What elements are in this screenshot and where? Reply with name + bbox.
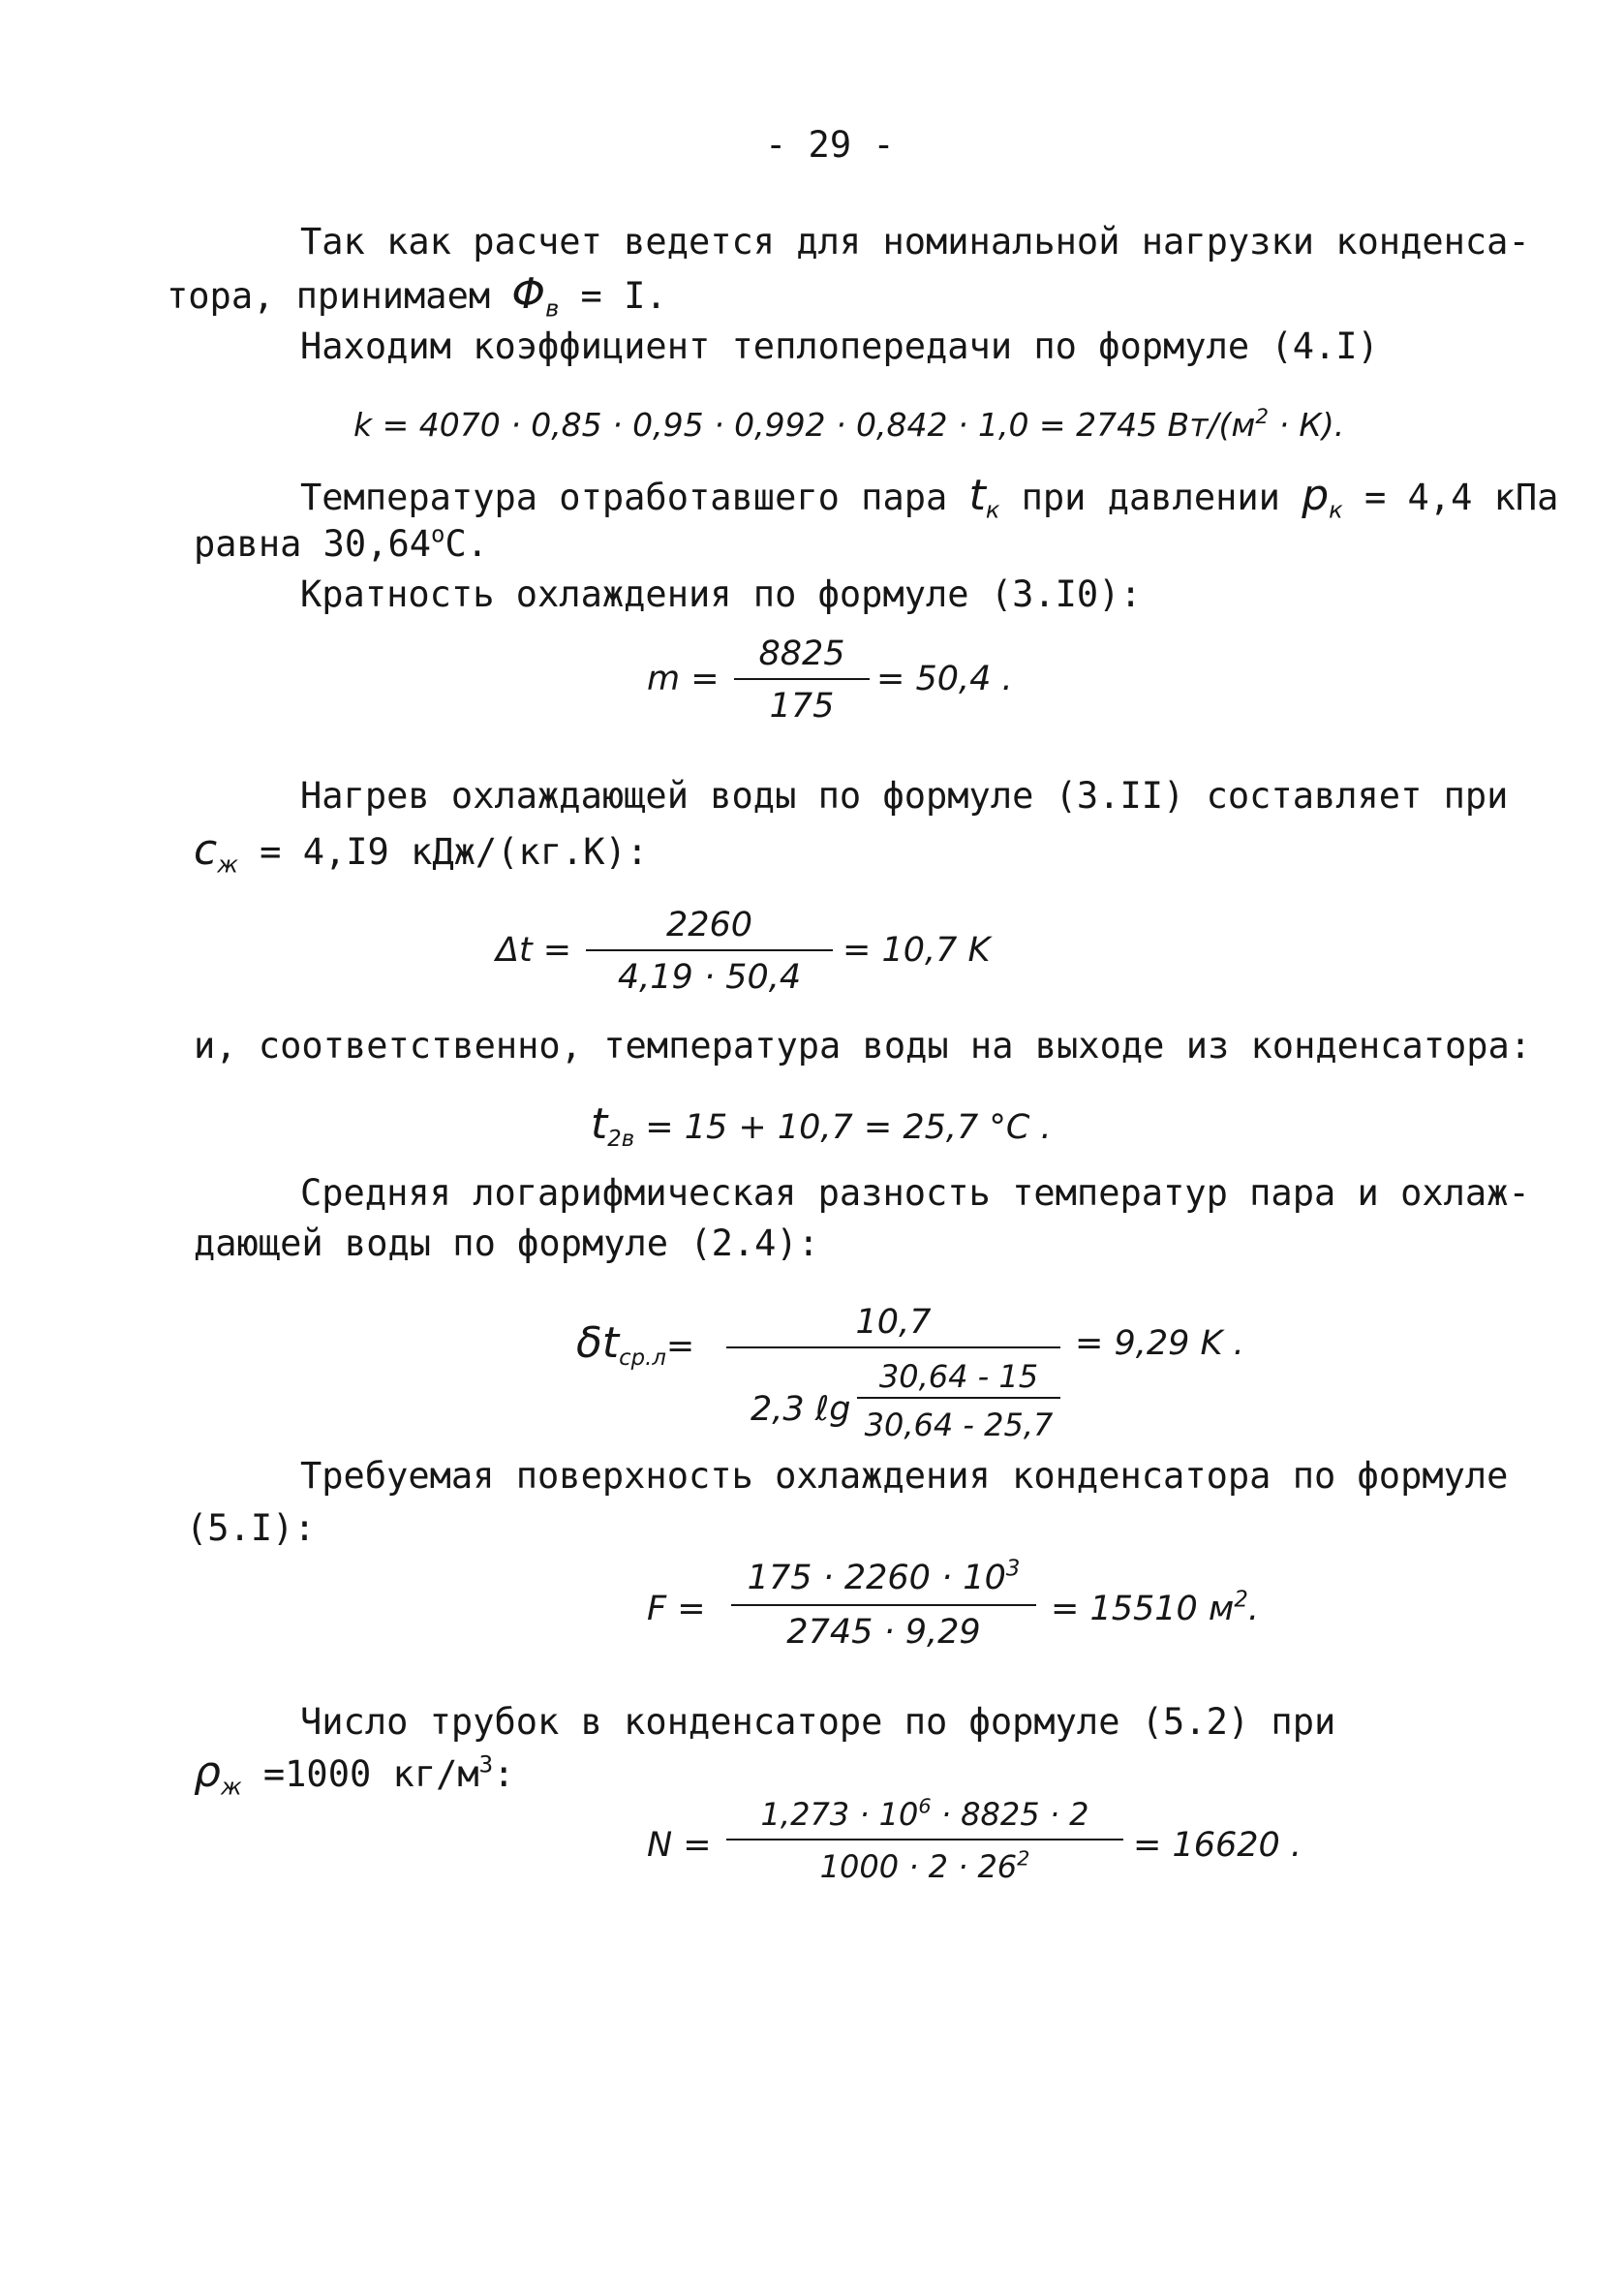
eq-F-numerator: $175 \cdot 2260 \cdot 10^3$ bbox=[747, 1556, 1021, 1597]
eq-dt-numerator: 2260 bbox=[665, 906, 753, 944]
eq-m-denominator: 175 bbox=[769, 687, 835, 726]
paragraph-1-line-2: тора, принимаем $\Phi_в = I$. bbox=[167, 269, 667, 323]
eq-delta-inner-numerator: 30,64 - 15 bbox=[878, 1358, 1039, 1395]
eq-F-fraction-bar bbox=[731, 1604, 1036, 1606]
eq-N-lhs: N = bbox=[647, 1826, 712, 1865]
equation-outlet-water-temperature: $t_{2в} = 15 + 10,7 = 25,7$ °С . bbox=[591, 1099, 1052, 1152]
phi-symbol: Φ bbox=[511, 269, 546, 319]
paragraph-9-line-2: $\rho_ж =1000$ $кг/м^3$: bbox=[194, 1748, 515, 1801]
eq-dt-fraction-bar bbox=[586, 949, 833, 951]
p-symbol: p bbox=[1302, 471, 1330, 520]
eq-delta-inner-fraction-bar bbox=[857, 1397, 1060, 1399]
eq-delta-lhs: $\delta t_{ср.л}=$ bbox=[576, 1318, 695, 1371]
eq-delta-inner-denominator: 30,64 - 25,7 bbox=[864, 1407, 1054, 1443]
paragraph-7-line-2: дающей воды по формуле (2.4): bbox=[194, 1222, 820, 1264]
eq-N-fraction-bar bbox=[726, 1839, 1123, 1840]
eq-F-rhs: = 15510 $м^2$. bbox=[1051, 1587, 1259, 1628]
paragraph-3-line-2: равна $30,64^оС$. bbox=[194, 520, 489, 565]
paragraph-7-line-1: Средняя логарифмическая разность температур пара и охлаж- bbox=[300, 1172, 1530, 1214]
eq-N-denominator: $1000 \cdot 2 \cdot 26^2$ bbox=[819, 1846, 1030, 1885]
t-symbol: t bbox=[968, 471, 986, 520]
paragraph-3-line-1: Температура отработавшего пара $t_к$ при давлении $p_к = 4,4$ кПа bbox=[300, 471, 1559, 524]
rho-symbol: ρ bbox=[194, 1748, 221, 1797]
eq-m-numerator: 8825 bbox=[758, 634, 845, 673]
paragraph-8-line-1: Требуемая поверхность охлаждения конденсатора по формуле bbox=[300, 1455, 1509, 1497]
eq-dt-denominator: 4,19 · 50,4 bbox=[617, 958, 802, 997]
eq-delta-log-prefix: 2,3 ℓg bbox=[751, 1390, 851, 1429]
page-number: - 29 - bbox=[765, 124, 895, 166]
eq-delta-main-fraction-bar bbox=[726, 1346, 1060, 1348]
eq-N-numerator: $1,273 \cdot 10^6 \cdot 8825 \cdot 2$ bbox=[760, 1794, 1089, 1833]
paragraph-9-line-1: Число трубок в конденсаторе по формуле (5.2) при bbox=[300, 1701, 1336, 1743]
eq-N-rhs: = 16620 . bbox=[1133, 1826, 1302, 1865]
eq-delta-numerator: 10,7 bbox=[855, 1303, 932, 1342]
eq-dt-rhs: = 10,7 K bbox=[843, 931, 991, 970]
c-symbol: c bbox=[194, 825, 218, 875]
eq-m-rhs: = 50,4 . bbox=[876, 660, 1013, 698]
paragraph-1-line-1: Так как расчет ведется для номинальной нагрузки конденса- bbox=[300, 221, 1530, 263]
paragraph-4: Кратность охлаждения по формуле (3.I0): bbox=[300, 573, 1142, 615]
eq-delta-rhs: = 9,29 K . bbox=[1075, 1324, 1244, 1363]
equation-heat-transfer-coefficient: k = 4070 · 0,85 · 0,95 · 0,992 · 0,842 · 1,0 = 2745 $Вт/(м^2 \cdot К)$. bbox=[353, 405, 1345, 444]
paragraph-8-line-2: (5.I): bbox=[186, 1507, 316, 1549]
eq-m-lhs: m = bbox=[647, 660, 720, 698]
eq-F-denominator: 2745 · 9,29 bbox=[786, 1613, 981, 1652]
eq-dt-lhs: Δt = bbox=[496, 931, 572, 970]
paragraph-2: Находим коэффициент теплопередачи по формуле (4.I) bbox=[300, 325, 1379, 367]
paragraph-6: и, соответственно, температура воды на выходе из конденсатора: bbox=[194, 1025, 1532, 1067]
paragraph-5-line-1: Нагрев охлаждающей воды по формуле (3.II) составляет при bbox=[300, 775, 1509, 817]
eq-F-lhs: F = bbox=[647, 1590, 706, 1628]
eq-m-fraction-bar bbox=[734, 678, 870, 680]
paragraph-5-line-2: $c_ж = 4,I9$ кДж/(кг.К): bbox=[194, 825, 649, 879]
